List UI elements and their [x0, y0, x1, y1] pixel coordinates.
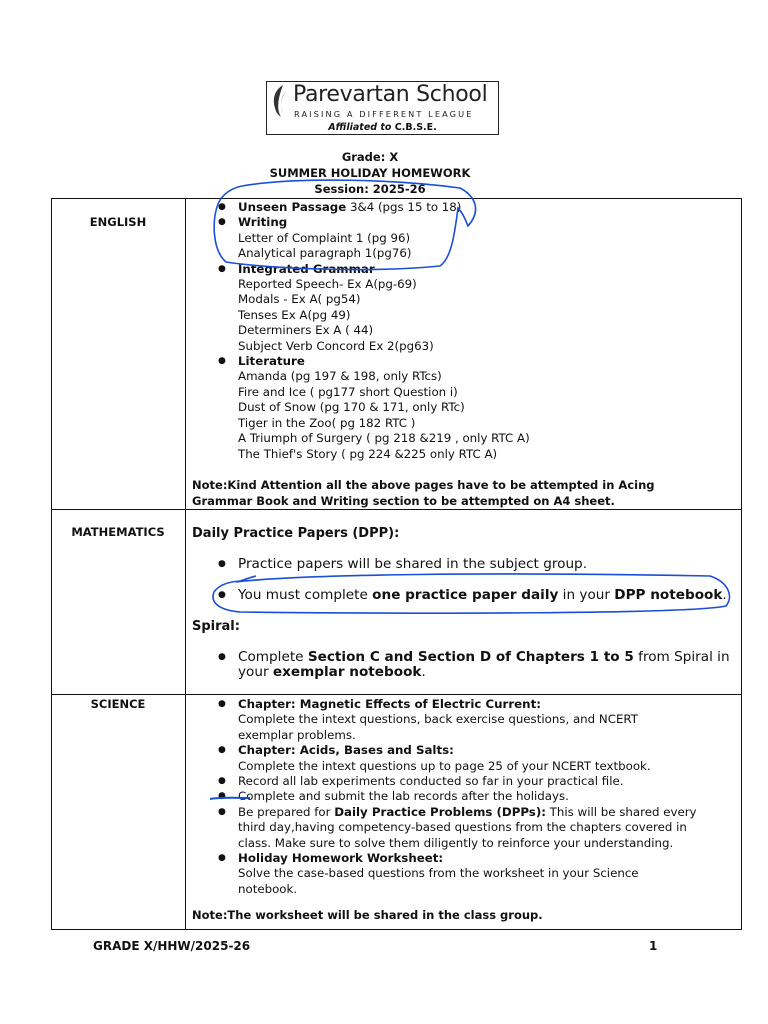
page-number: 1 — [649, 939, 658, 953]
list-item: Amanda (pg 197 & 198, only RTcs) — [238, 369, 442, 384]
list-item: Letter of Complaint 1 (pg 96) — [238, 230, 411, 245]
list-item: ● Be prepared for Daily Practice Problems (DPPs): This will be shared every — [216, 805, 736, 820]
list-item: Subject Verb Concord Ex 2(pg63) — [238, 338, 434, 353]
affiliation: Affiliated to C.B.S.E. — [328, 122, 437, 133]
list-item: ● Holiday Homework Worksheet: — [216, 851, 736, 866]
list-item: ● Writing — [216, 215, 736, 230]
list-item: Tenses Ex A(pg 49) — [238, 307, 351, 322]
list-item: ● Practice papers will be shared in the subject group. — [216, 557, 587, 572]
list-item: notebook. — [238, 881, 298, 896]
list-item: ● Chapter: Acids, Bases and Salts: — [216, 743, 736, 758]
list-item: ● Literature — [216, 354, 736, 369]
list-item: A Triumph of Surgery ( pg 218 &219 , only RTC A) — [238, 431, 530, 446]
list-item: Complete the intext questions, back exercise questions, and NCERT — [238, 712, 638, 727]
subject-english: ENGLISH — [89, 215, 147, 229]
list-item: Reported Speech- Ex A(pg-69) — [238, 277, 417, 292]
list-item: class. Make sure to solve them diligently to reinforce your understanding. — [238, 835, 674, 850]
list-item: ● Complete and submit the lab records after the holidays. — [216, 789, 736, 804]
english-note: Note:Kind Attention all the above pages have to be attempted in Acing Grammar Book and Writing section to be attempted on A4 sheet. — [192, 478, 655, 508]
list-item: Analytical paragraph 1(pg76) — [238, 246, 412, 261]
footer-code: GRADE X/HHW/2025-26 — [93, 939, 251, 953]
list-item: Solve the case-based questions from the worksheet in your Science — [238, 866, 639, 881]
list-item: ● Chapter: Magnetic Effects of Electric Current: — [216, 697, 736, 712]
ink-loop-math — [213, 574, 729, 613]
list-item: exemplar problems. — [238, 727, 356, 742]
list-item: Complete the intext questions up to page 25 of your NCERT textbook. — [238, 758, 651, 773]
list-item: third day,having competency-based questions from the chapters covered in — [238, 820, 687, 835]
ink-strike-science — [210, 798, 250, 799]
list-item: ● Unseen Passage 3&4 (pgs 15 to 18) — [216, 200, 736, 215]
document-title: SUMMER HOLIDAY HOMEWORK — [269, 166, 471, 180]
list-item: ● Complete Section C and Section D of Chapters 1 to 5 from Spiral in your exemplar notebook. — [216, 650, 748, 680]
list-item: ● Record all lab experiments conducted so far in your practical file. — [216, 774, 736, 789]
spiral-heading: Spiral: — [192, 619, 240, 634]
session-heading: Session: 2025-26 — [314, 182, 426, 196]
list-item: Dust of Snow (pg 170 & 171, only RTc) — [238, 400, 465, 415]
list-item: Determiners Ex A ( 44) — [238, 323, 374, 338]
list-item: ● Integrated Grammar — [216, 262, 736, 277]
school-tagline: RAISING A DIFFERENT LEAGUE — [294, 109, 474, 119]
science-note: Note:The worksheet will be shared in the class group. — [192, 908, 543, 922]
list-item: Modals - Ex A( pg54) — [238, 292, 361, 307]
list-item: Fire and Ice ( pg177 short Question i) — [238, 384, 458, 399]
list-item: The Thief's Story ( pg 224 &225 only RTC A) — [238, 446, 498, 461]
school-name: Parevartan School — [293, 82, 488, 107]
list-item: ● You must complete one practice paper daily in your DPP notebook. — [216, 588, 727, 603]
ink-circle-english — [214, 180, 475, 269]
subject-mathematics: MATHEMATICS — [71, 525, 165, 539]
grade-heading: Grade: X — [341, 150, 399, 164]
dpp-heading: Daily Practice Papers (DPP): — [192, 526, 400, 541]
subject-science: SCIENCE — [90, 697, 146, 711]
list-item: Tiger in the Zoo( pg 182 RTC ) — [238, 415, 416, 430]
